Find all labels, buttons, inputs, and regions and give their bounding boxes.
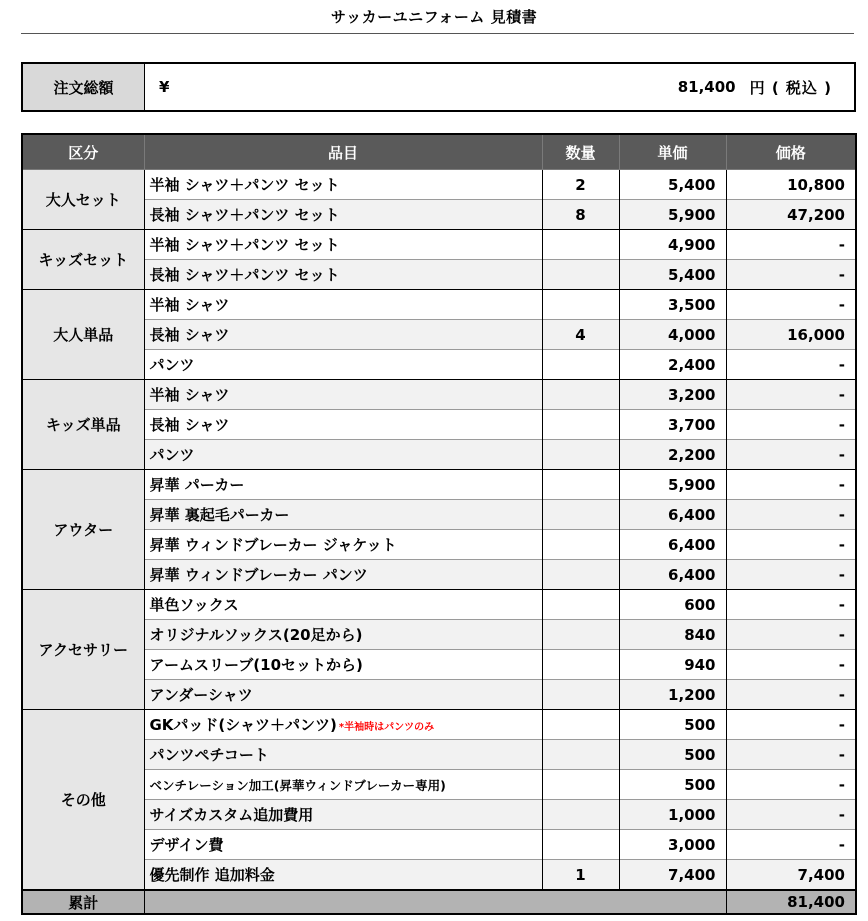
unit-price-cell: 5,400 — [619, 170, 726, 200]
unit-price-cell: 940 — [619, 650, 726, 680]
order-total-amount: 81,400 — [677, 78, 736, 96]
unit-price-cell: 3,700 — [619, 410, 726, 440]
item-cell — [144, 470, 542, 500]
qty-cell — [542, 590, 619, 620]
item-cell — [144, 800, 542, 830]
price-cell: 10,800 — [726, 170, 856, 200]
unit-price-cell: 6,400 — [619, 530, 726, 560]
table-row — [22, 740, 856, 770]
unit-price-cell: 500 — [619, 740, 726, 770]
price-cell: - — [726, 620, 856, 650]
qty-cell: 1 — [542, 860, 619, 891]
qty-cell — [542, 770, 619, 800]
item-name: ベンチレーション加工(昇華ウィンドブレーカー専用) — [149, 777, 446, 793]
unit-price-cell: 6,400 — [619, 500, 726, 530]
item-name: パンツ — [149, 446, 195, 464]
quote-table — [21, 133, 857, 915]
qty-cell — [542, 530, 619, 560]
order-total-box — [21, 62, 856, 112]
price-cell: - — [726, 530, 856, 560]
price-cell: - — [726, 380, 856, 410]
table-row — [22, 230, 856, 260]
unit-price-cell: 5,900 — [619, 200, 726, 230]
item-name: 長袖 シャツ＋パンツ セット — [149, 206, 340, 224]
qty-cell — [542, 500, 619, 530]
unit-price-cell: 4,900 — [619, 230, 726, 260]
price-cell: - — [726, 230, 856, 260]
item-name: 長袖 シャツ — [149, 416, 230, 434]
table-row — [22, 290, 856, 320]
header-category: 区分 — [22, 134, 144, 170]
qty-cell — [542, 680, 619, 710]
item-cell — [144, 740, 542, 770]
sum-spacer — [144, 890, 726, 914]
item-cell — [144, 320, 542, 350]
item-name: 単色ソックス — [149, 596, 239, 614]
item-name: 半袖 シャツ＋パンツ セット — [149, 236, 340, 254]
table-row — [22, 470, 856, 500]
table-row — [22, 800, 856, 830]
item-name: GKパッド(シャツ＋パンツ) — [149, 716, 337, 734]
item-name: 長袖 シャツ＋パンツ セット — [149, 266, 340, 284]
item-cell — [144, 860, 542, 891]
item-name: 半袖 シャツ — [149, 296, 230, 314]
table-row — [22, 410, 856, 440]
table-row — [22, 260, 856, 290]
title-divider — [21, 33, 854, 34]
table-header-row — [22, 134, 856, 170]
item-cell — [144, 440, 542, 470]
price-cell: - — [726, 410, 856, 440]
table-row — [22, 620, 856, 650]
item-name: アームスリーブ(10セットから) — [149, 656, 363, 674]
item-cell — [144, 350, 542, 380]
category-cell: アクセサリー — [22, 590, 144, 710]
item-cell — [144, 830, 542, 860]
qty-cell — [542, 620, 619, 650]
item-note: *半袖時はパンツのみ — [338, 722, 435, 733]
sum-label: 累計 — [22, 890, 144, 914]
category-cell: その他 — [22, 710, 144, 891]
qty-cell — [542, 410, 619, 440]
table-row — [22, 590, 856, 620]
item-cell — [144, 620, 542, 650]
qty-cell — [542, 470, 619, 500]
sum-row — [22, 890, 856, 914]
price-cell: - — [726, 680, 856, 710]
order-total-label: 注文総額 — [23, 64, 145, 110]
table-row — [22, 680, 856, 710]
table-row — [22, 350, 856, 380]
unit-price-cell: 3,200 — [619, 380, 726, 410]
price-cell: - — [726, 800, 856, 830]
item-name: デザイン費 — [149, 836, 224, 854]
table-row — [22, 560, 856, 590]
qty-cell — [542, 800, 619, 830]
unit-price-cell: 5,900 — [619, 470, 726, 500]
price-cell: - — [726, 830, 856, 860]
qty-cell — [542, 230, 619, 260]
table-row — [22, 770, 856, 800]
price-cell: 47,200 — [726, 200, 856, 230]
price-cell: - — [726, 650, 856, 680]
price-cell: - — [726, 590, 856, 620]
price-cell: - — [726, 470, 856, 500]
price-cell: - — [726, 560, 856, 590]
item-name: パンツペチコート — [149, 746, 269, 764]
price-cell: - — [726, 710, 856, 740]
qty-cell — [542, 440, 619, 470]
qty-cell — [542, 290, 619, 320]
table-row — [22, 530, 856, 560]
item-name: 昇華 裏起毛パーカー — [149, 506, 290, 524]
unit-price-cell: 500 — [619, 770, 726, 800]
table-row — [22, 710, 856, 740]
unit-price-cell: 1,200 — [619, 680, 726, 710]
item-name: 昇華 パーカー — [149, 476, 245, 494]
price-cell: - — [726, 770, 856, 800]
unit-price-cell: 840 — [619, 620, 726, 650]
price-cell: - — [726, 440, 856, 470]
header-unit-price: 単価 — [619, 134, 726, 170]
header-qty: 数量 — [542, 134, 619, 170]
item-cell — [144, 200, 542, 230]
unit-price-cell: 2,200 — [619, 440, 726, 470]
qty-cell — [542, 380, 619, 410]
unit-price-cell: 7,400 — [619, 860, 726, 891]
item-name: オリジナルソックス(20足から) — [149, 626, 363, 644]
item-name: サイズカスタム追加費用 — [149, 806, 314, 824]
unit-price-cell: 3,000 — [619, 830, 726, 860]
price-cell: - — [726, 290, 856, 320]
unit-price-cell: 500 — [619, 710, 726, 740]
qty-cell — [542, 350, 619, 380]
qty-cell — [542, 260, 619, 290]
order-total-value — [199, 64, 854, 110]
item-name: 長袖 シャツ — [149, 326, 230, 344]
price-cell: - — [726, 350, 856, 380]
table-row — [22, 860, 856, 891]
qty-cell: 4 — [542, 320, 619, 350]
sum-amount: 81,400 — [726, 890, 856, 914]
item-name: 昇華 ウィンドブレーカー パンツ — [149, 566, 368, 584]
table-row — [22, 200, 856, 230]
table-row — [22, 440, 856, 470]
category-cell: 大人単品 — [22, 290, 144, 380]
currency-symbol: ¥ — [159, 78, 170, 96]
unit-price-cell: 4,000 — [619, 320, 726, 350]
table-row — [22, 380, 856, 410]
category-cell: アウター — [22, 470, 144, 590]
qty-cell — [542, 710, 619, 740]
category-cell: キッズ単品 — [22, 380, 144, 470]
category-cell: 大人セット — [22, 170, 144, 230]
item-name: パンツ — [149, 356, 195, 374]
unit-price-cell: 6,400 — [619, 560, 726, 590]
price-cell: - — [726, 500, 856, 530]
unit-price-cell: 3,500 — [619, 290, 726, 320]
item-cell — [144, 170, 542, 200]
item-cell — [144, 680, 542, 710]
qty-cell: 2 — [542, 170, 619, 200]
quote-table-body — [22, 170, 856, 891]
item-name: 半袖 シャツ＋パンツ セット — [149, 176, 340, 194]
category-cell: キッズセット — [22, 230, 144, 290]
price-cell: - — [726, 260, 856, 290]
table-row — [22, 500, 856, 530]
item-cell — [144, 230, 542, 260]
item-cell — [144, 380, 542, 410]
table-row — [22, 650, 856, 680]
item-cell — [144, 650, 542, 680]
qty-cell — [542, 830, 619, 860]
document-title: サッカーユニフォーム 見積書 — [330, 8, 538, 26]
item-cell — [144, 560, 542, 590]
item-cell — [144, 500, 542, 530]
item-name: 昇華 ウィンドブレーカー ジャケット — [149, 536, 397, 554]
item-cell — [144, 590, 542, 620]
item-cell — [144, 770, 542, 800]
price-cell: 16,000 — [726, 320, 856, 350]
table-row — [22, 830, 856, 860]
item-cell — [144, 260, 542, 290]
qty-cell — [542, 650, 619, 680]
price-cell: - — [726, 740, 856, 770]
unit-price-cell: 5,400 — [619, 260, 726, 290]
unit-price-cell: 2,400 — [619, 350, 726, 380]
item-cell — [144, 290, 542, 320]
unit-price-cell: 600 — [619, 590, 726, 620]
qty-cell — [542, 560, 619, 590]
item-cell — [144, 410, 542, 440]
table-row — [22, 320, 856, 350]
item-cell — [144, 530, 542, 560]
qty-cell — [542, 740, 619, 770]
item-cell — [144, 710, 542, 740]
unit-price-cell: 1,000 — [619, 800, 726, 830]
price-cell: 7,400 — [726, 860, 856, 891]
order-total-unit: 円 ( 税込 ) — [749, 78, 832, 97]
qty-cell: 8 — [542, 200, 619, 230]
item-name: 優先制作 追加料金 — [149, 866, 275, 884]
item-name: 半袖 シャツ — [149, 386, 230, 404]
table-row — [22, 170, 856, 200]
header-price: 価格 — [726, 134, 856, 170]
header-item: 品目 — [144, 134, 542, 170]
item-name: アンダーシャツ — [149, 686, 253, 704]
